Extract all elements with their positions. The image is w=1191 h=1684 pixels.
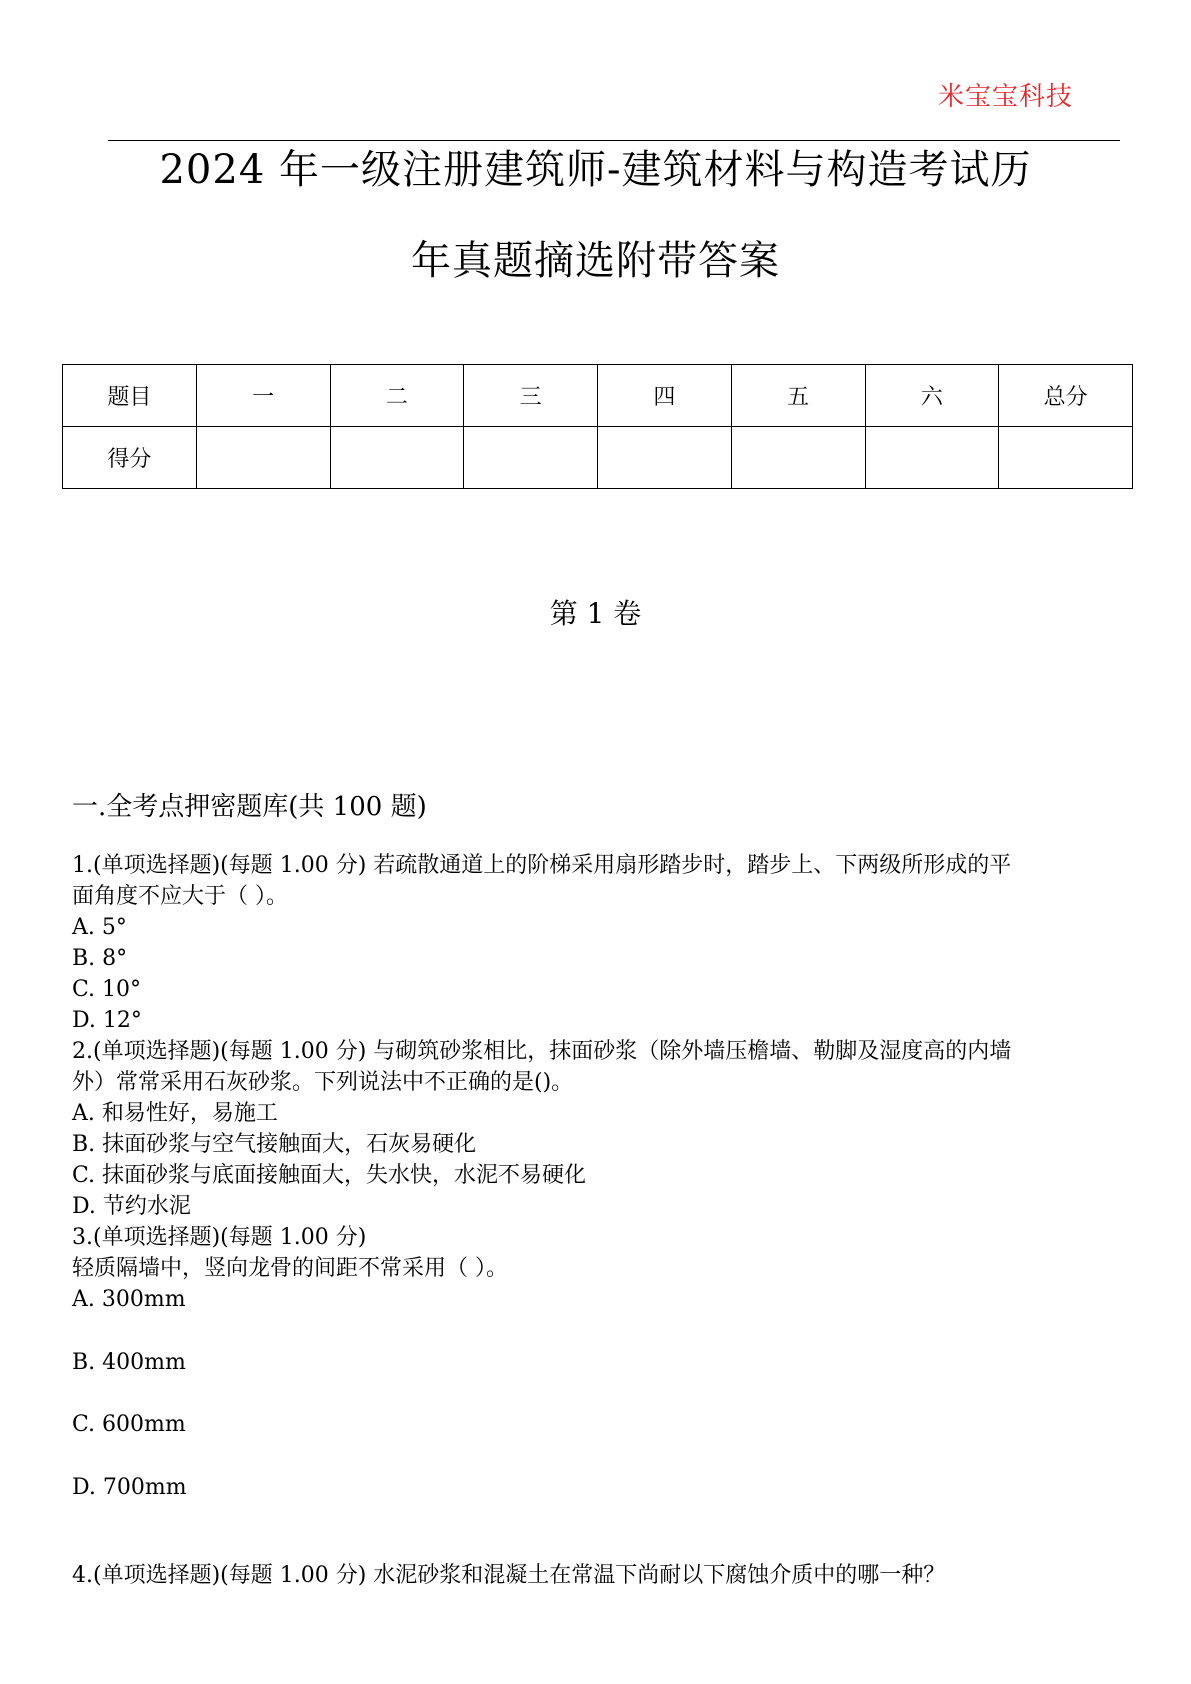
question-text-line: 外）常常采用石灰砂浆。下列说法中不正确的是()。 bbox=[72, 1070, 574, 1095]
option: B. 400mm bbox=[72, 1350, 186, 1375]
table-cell bbox=[464, 427, 598, 489]
option: D. 节约水泥 bbox=[72, 1194, 191, 1219]
option: C. 抹面砂浆与底面接触面大，失水快，水泥不易硬化 bbox=[72, 1163, 587, 1188]
question-text-line: 4.(单项选择题)(每题 1.00 分) 水泥砂浆和混凝土在常温下尚耐以下腐蚀介质中的哪一种？ bbox=[72, 1563, 946, 1588]
table-cell: 五 bbox=[731, 365, 865, 427]
option: A. 和易性好，易施工 bbox=[72, 1101, 278, 1126]
table-cell bbox=[330, 427, 464, 489]
question-text-line: 面角度不应大于（ ）。 bbox=[72, 884, 288, 909]
table-cell bbox=[865, 427, 999, 489]
table-cell bbox=[731, 427, 865, 489]
option: C. 10° bbox=[72, 977, 142, 1002]
table-cell: 一 bbox=[196, 365, 330, 427]
option: D. 12° bbox=[72, 1008, 142, 1033]
score-table-header-row bbox=[63, 365, 1133, 427]
question-text-line: 2.(单项选择题)(每题 1.00 分) 与砌筑砂浆相比，抹面砂浆（除外墙压檐墙、勒脚及湿度高的内墙 bbox=[72, 1039, 1012, 1064]
question-1 bbox=[72, 850, 1132, 1036]
option: A. 300mm bbox=[72, 1287, 186, 1312]
brand-label: 米宝宝科技 bbox=[937, 82, 1073, 112]
question-text-line: 轻质隔墙中，竖向龙骨的间距不常采用（ ）。 bbox=[72, 1256, 508, 1281]
table-cell: 六 bbox=[865, 365, 999, 427]
document-title-line-2: 年真题摘选附带答案 bbox=[411, 238, 780, 284]
score-table bbox=[62, 364, 1133, 489]
table-cell: 四 bbox=[598, 365, 732, 427]
option: B. 抹面砂浆与空气接触面大，石灰易硬化 bbox=[72, 1132, 477, 1157]
table-cell bbox=[598, 427, 732, 489]
table-cell bbox=[999, 427, 1133, 489]
table-cell: 总分 bbox=[999, 365, 1133, 427]
question-3 bbox=[72, 1222, 1132, 1284]
volume-heading: 第 1 卷 bbox=[549, 597, 642, 630]
document-title-line-1: 2024 年一级注册建筑师-建筑材料与构造考试历 bbox=[159, 147, 1032, 193]
header-rule bbox=[108, 140, 1120, 141]
option: A. 5° bbox=[72, 915, 127, 940]
question-text-line: 1.(单项选择题)(每题 1.00 分) 若疏散通道上的阶梯采用扇形踏步时，踏步上、下两级所形成的平 bbox=[72, 853, 1012, 878]
table-cell: 二 bbox=[330, 365, 464, 427]
table-cell bbox=[196, 427, 330, 489]
option: D. 700mm bbox=[72, 1475, 187, 1500]
table-cell: 得分 bbox=[63, 427, 197, 489]
question-2 bbox=[72, 1036, 1132, 1222]
question-4 bbox=[72, 1560, 1132, 1591]
question-text-line: 3.(单项选择题)(每题 1.00 分) bbox=[72, 1225, 367, 1250]
score-table-score-row bbox=[63, 427, 1133, 489]
option: C. 600mm bbox=[72, 1412, 186, 1437]
table-cell: 三 bbox=[464, 365, 598, 427]
option: B. 8° bbox=[72, 946, 128, 971]
section-title: 一.全考点押密题库(共 100 题) bbox=[72, 792, 427, 822]
table-cell: 题目 bbox=[63, 365, 197, 427]
